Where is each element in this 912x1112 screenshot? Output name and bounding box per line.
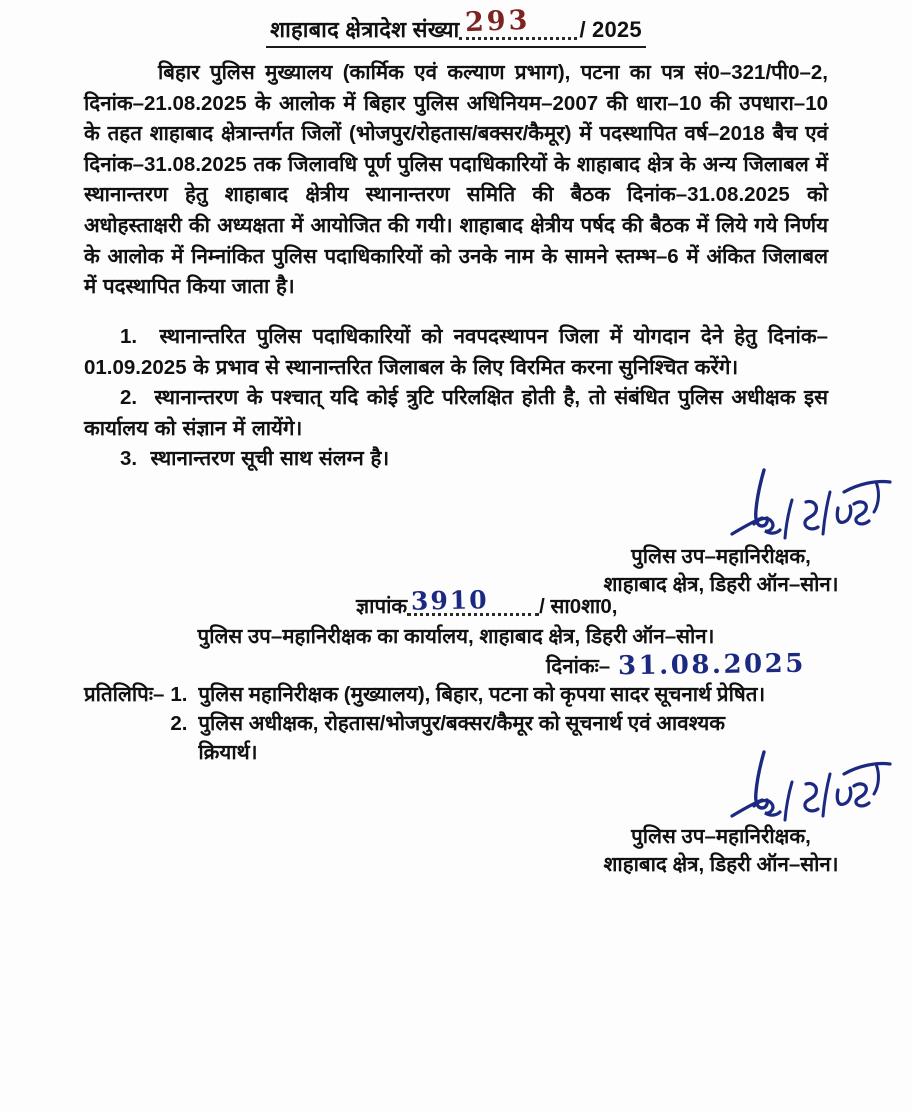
copy-to-item — [170, 709, 844, 738]
memo-handwritten-number: 3910 — [410, 585, 490, 616]
memo-number-dotted-blank — [407, 585, 539, 620]
list-item-text: स्थानान्तरण सूची साथ संलग्न है। — [150, 447, 390, 471]
copy-to-item-marker: 2. — [170, 712, 188, 735]
signature-block-bottom — [556, 823, 886, 879]
copy-to-items — [170, 680, 844, 767]
document-header — [0, 4, 912, 48]
paragraph-main: बिहार पुलिस मुख्यालय (कार्मिक एवं कल्याण प्रभाग), पटना का पत्र सं0–321/पी0–2, दिनांक–21.08.2025 के आलोक में बिहार पुलिस अधिनियम–2007 की धारा–10 की उपधारा–10 के तहत शाहाबाद क्षेत्रान्तर्गत जिलों (भोजपुर/रोहतास/बक्सर/कैमूर) में पदस्थापित वर्ष–2018 बैच एवं दिनांक–31.08.2025 तक जिलावधि पूर्ण पुलिस पदाधिकारियों के शाहाबाद क्षेत्र के अन्य जिलाबल में स्थानान्तरण हेतु शाहाबाद क्षेत्रीय स्थानान्तरण समिति की बैठक दिनांक–31.08.2025 को अधोहस्ताक्षरी की अध्यक्षता में आयोजित की गयी। शाहाबाद क्षेत्रीय पर्षद की बैठक में लिये गये निर्णय के आलोक में निम्नांकित पुलिस पदाधिकारियों को उनके नाम के सामने स्तम्भ–6 में अंकित जिलाबल में पदस्थापित किया जाता है। — [84, 61, 828, 299]
issuing-office-line: पुलिस उप–महानिरीक्षक का कार्यालय, शाहाबाद क्षेत्र, डिहरी ऑन–सोन। — [197, 625, 715, 648]
signatory-office: शाहाबाद क्षेत्र, डिहरी ऑन–सोन। — [603, 573, 839, 596]
list-item — [84, 383, 828, 444]
list-item-text: स्थानान्तरण के पश्चात् यदि कोई त्रुटि परिलक्षित होती है, तो संबंधित पुलिस अधीक्षक इस कार्यालय को संज्ञान में लायेंगे। — [84, 386, 828, 440]
signatory-designation: पुलिस उप–महानिरीक्षक, — [631, 825, 811, 848]
signatory-designation: पुलिस उप–महानिरीक्षक, — [631, 545, 811, 568]
memo-label: ज्ञापांक — [356, 595, 408, 618]
copy-to-item-text: पुलिस महानिरीक्षक (मुख्यालय), बिहार, पटना को कृपया सादर सूचनार्थ प्रेषित। — [198, 683, 766, 706]
numbered-instruction-list — [84, 322, 828, 475]
memo-suffix: / सा0शा0, — [539, 595, 618, 618]
memo-number-line — [356, 585, 618, 620]
header-handwritten-number: 293 — [464, 4, 532, 39]
signatory-office: शाहाबाद क्षेत्र, डिहरी ऑन–सोन। — [603, 853, 839, 876]
copy-to-block — [84, 680, 844, 767]
list-item-marker: 2. — [120, 386, 138, 410]
copy-to-label: प्रतिलिपिः– — [84, 683, 165, 706]
signature-block-top — [556, 543, 886, 599]
memo-date-line — [546, 650, 806, 680]
body-paragraph-block — [84, 58, 828, 303]
copy-to-item-text: पुलिस अधीक्षक, रोहतास/भोजपुर/बक्सर/कैमूर को सूचनार्थ एवं आवश्यक — [198, 712, 725, 735]
memo-handwritten-date: 31.08.2025 — [617, 648, 807, 682]
list-item — [84, 322, 828, 383]
list-item — [84, 444, 828, 475]
copy-to-item-marker: 1. — [170, 683, 188, 706]
header-order-number-line — [266, 4, 646, 48]
memo-date-label: दिनांकः– — [546, 655, 611, 678]
copy-to-item-continuation: क्रियार्थ। — [198, 741, 258, 764]
copy-to-item — [170, 680, 844, 709]
list-item-marker: 1. — [120, 325, 138, 348]
header-number-dotted-blank — [459, 4, 577, 44]
list-item-marker: 3. — [120, 447, 138, 471]
header-label: शाहाबाद क्षेत्रादेश संख्या — [270, 17, 460, 42]
list-item-text: स्थानान्तरित पुलिस पदाधिकारियों को नवपदस्थापन जिला में योगदान देने हेतु दिनांक–01.09.2025 के प्रभाव से स्थानान्तरित जिलाबल के लिए विरमित करना सुनिश्चित करेंगे। — [84, 325, 828, 379]
header-year: / 2025 — [579, 17, 642, 42]
